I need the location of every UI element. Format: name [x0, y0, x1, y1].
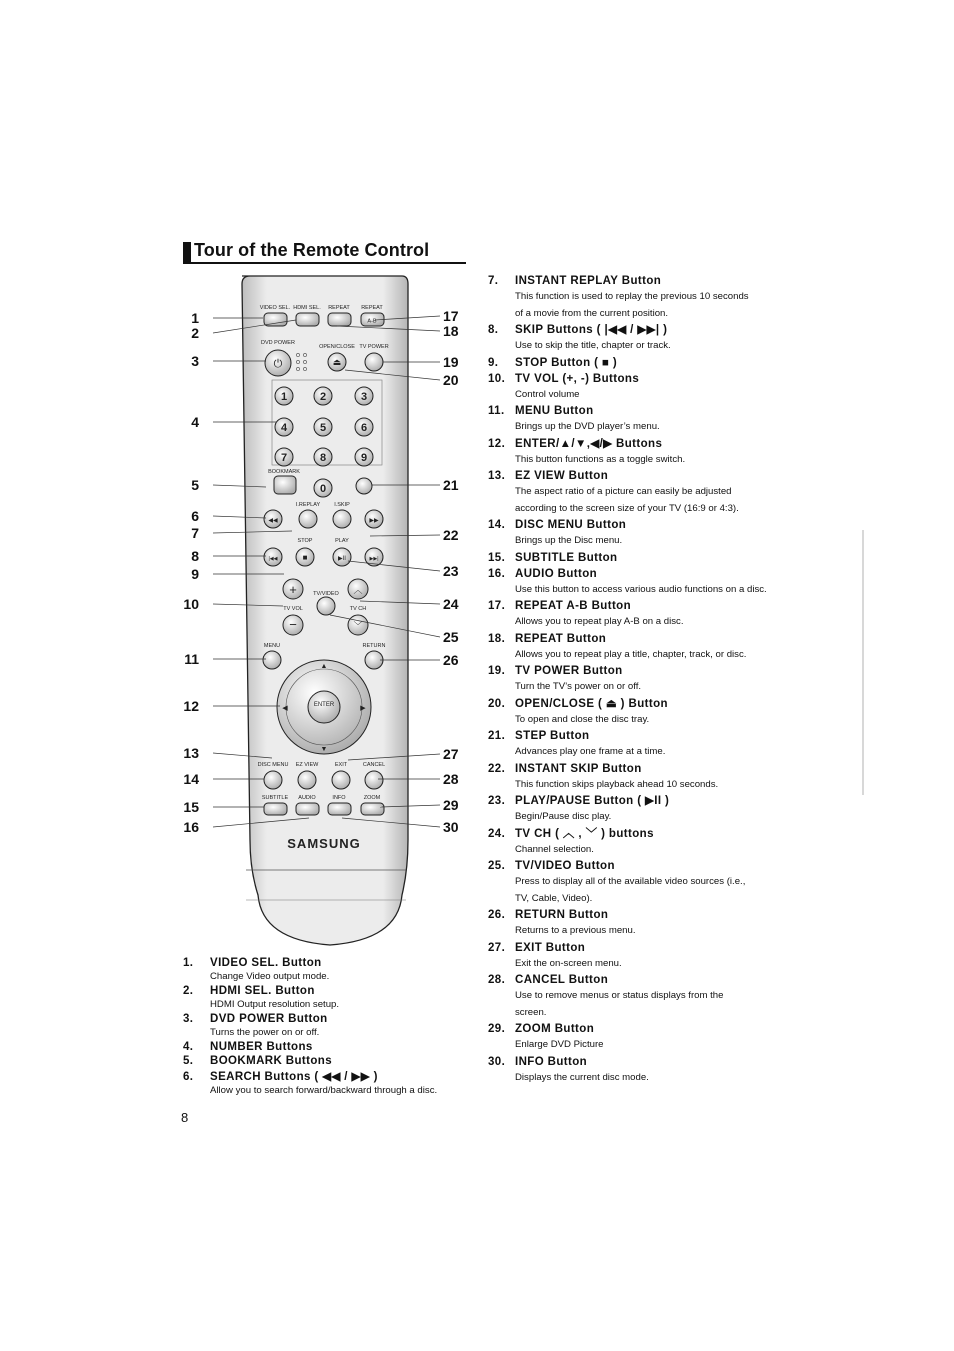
- item-heading: [488, 550, 848, 566]
- item-number: 25.: [488, 860, 506, 872]
- item-number: 11.: [488, 405, 505, 417]
- item-number: 30.: [488, 1055, 506, 1068]
- item-number: 23.: [488, 795, 506, 807]
- item-number: 3.: [183, 1013, 194, 1025]
- item-number: 5.: [183, 1055, 194, 1067]
- list-item: [488, 696, 848, 729]
- info-button: [328, 803, 351, 815]
- callout-number: 29: [443, 797, 459, 813]
- item-heading: [183, 1012, 473, 1026]
- remote-label: RETURN: [362, 643, 386, 649]
- callout-number: 25: [443, 629, 459, 645]
- item-heading: [488, 273, 848, 289]
- item-title: CANCEL Button: [515, 974, 609, 986]
- item-title: INSTANT REPLAY Button: [515, 275, 662, 287]
- item-title: NUMBER Buttons: [210, 1041, 313, 1053]
- skip-back-icon: |◀◀: [268, 556, 278, 562]
- item-number: 27.: [488, 941, 506, 954]
- callout-number: 21: [443, 477, 459, 493]
- eject-icon: ⏏: [332, 357, 342, 367]
- callout-number: 7: [191, 525, 199, 541]
- remote-label: TV/VIDEO: [313, 591, 339, 597]
- list-item: [488, 566, 848, 599]
- list-item: [183, 1054, 473, 1068]
- menu-button: [263, 651, 281, 669]
- list-item: [488, 273, 848, 322]
- remote-label: TV CH: [349, 606, 367, 612]
- item-title: REPEAT Button: [515, 632, 607, 645]
- rewind-icon: ◀◀: [268, 518, 278, 524]
- disc-menu-button: [264, 771, 282, 789]
- callout-number: 6: [191, 508, 199, 524]
- ab-label: A-B: [367, 318, 377, 325]
- stop-icon: ■: [302, 553, 308, 562]
- item-heading: [488, 1054, 848, 1070]
- list-item: [488, 371, 848, 404]
- item-description: Channel selection.: [515, 843, 594, 855]
- callout-number: 17: [443, 308, 459, 324]
- tv-power-button: [365, 353, 383, 371]
- remote-label: OPEN/CLOSE: [319, 344, 355, 350]
- callout-number: 12: [183, 698, 199, 714]
- item-heading: [488, 907, 848, 923]
- item-title: TV VOL (+, -) Buttons: [515, 372, 640, 385]
- item-heading: [183, 1040, 473, 1054]
- page-title-block: [183, 240, 466, 264]
- item-description: Allows you to repeat play a title, chapter, track, or disc.: [515, 648, 747, 660]
- list-item: [488, 1021, 848, 1054]
- item-title: TV POWER Button: [515, 665, 623, 677]
- list-item: [488, 972, 848, 1021]
- chevron-up-icon: ︿: [353, 585, 363, 595]
- item-title: REPEAT A-B Button: [515, 600, 632, 612]
- item-number: 13.: [488, 470, 506, 482]
- remote-label: DVD POWER: [261, 340, 295, 346]
- item-description: This button functions as a toggle switch.: [515, 453, 686, 465]
- item-heading: [488, 793, 848, 809]
- remote-label: AUDIO: [298, 795, 316, 801]
- minus-icon: −: [289, 617, 297, 632]
- subtitle-button: [264, 803, 287, 815]
- item-heading: [488, 403, 848, 419]
- audio-button: [296, 803, 319, 815]
- arrow-right-icon: ▶: [360, 705, 366, 712]
- item-number: 16.: [488, 567, 506, 580]
- list-item: [488, 436, 848, 469]
- item-description: This function skips playback ahead 10 seconds.: [515, 778, 719, 790]
- hdmi-sel-button: [296, 313, 319, 326]
- item-title: RETURN Button: [515, 909, 609, 921]
- digit-label: 2: [319, 391, 327, 403]
- item-heading: [183, 1070, 473, 1084]
- chevron-down-icon: ﹀: [353, 621, 363, 631]
- item-title: STOP Button ( ■ ): [515, 356, 618, 369]
- item-number: 6.: [183, 1071, 194, 1083]
- remote-illustration: [180, 270, 480, 955]
- list-item: [488, 403, 848, 436]
- callout-number: 1: [191, 310, 199, 326]
- item-description: To open and close the disc tray.: [515, 713, 650, 725]
- remote-label: BOOKMARK: [268, 469, 300, 475]
- callout-number: 15: [183, 799, 199, 815]
- item-heading: [488, 826, 848, 842]
- list-item: [488, 517, 848, 550]
- callout-number: 4: [191, 414, 199, 430]
- item-title: MENU Button: [515, 405, 594, 417]
- item-number: 21.: [488, 730, 506, 742]
- item-title: EZ VIEW Button: [515, 470, 609, 482]
- skip-forward-icon: ▶▶|: [369, 556, 379, 562]
- arrow-up-icon: ▲: [320, 663, 328, 670]
- item-description: Begin/Pause disc play.: [515, 811, 612, 822]
- list-item: [183, 1070, 473, 1098]
- item-description: The aspect ratio of a picture can easily be adjusted: [515, 486, 732, 497]
- instant-skip-button: [333, 510, 351, 528]
- item-title: SEARCH Buttons ( ◀◀ / ▶▶ ): [210, 1071, 378, 1083]
- digit-label: 3: [360, 391, 368, 403]
- callout-number: 8: [191, 548, 199, 564]
- item-title: ENTER/▲/▼,◀/▶ Buttons: [515, 437, 663, 450]
- digit-label: 9: [360, 452, 368, 464]
- item-number: 18.: [488, 632, 506, 645]
- list-item: [488, 728, 848, 761]
- item-description: Turns the power on or off.: [210, 1027, 320, 1038]
- callout-number: 9: [191, 566, 199, 582]
- digit-label: 4: [280, 422, 288, 434]
- item-description: TV, Cable, Video).: [515, 892, 593, 904]
- callout-number: 18: [443, 323, 459, 339]
- item-description: Advances play one frame at a time.: [515, 746, 666, 757]
- plus-icon: +: [289, 582, 297, 597]
- item-title: HDMI SEL. Button: [210, 985, 315, 997]
- list-item: [488, 631, 848, 664]
- arrow-down-icon: ▼: [320, 746, 328, 753]
- remote-label: HDMI SEL.: [293, 305, 321, 311]
- remote-label: TV VOL: [283, 606, 303, 612]
- list-item: [488, 940, 848, 973]
- item-title: SUBTITLE Button: [515, 551, 618, 564]
- remote-label: ZOOM: [363, 795, 381, 801]
- power-icon: ⏻: [273, 358, 283, 370]
- play-pause-icon: ▶II: [338, 556, 346, 562]
- remote-label: STOP: [297, 538, 313, 544]
- item-heading: [488, 517, 848, 533]
- item-title: TV/VIDEO Button: [515, 860, 615, 872]
- item-heading: [488, 598, 848, 614]
- page-number: 8: [181, 1110, 189, 1125]
- digit-label: 1: [280, 391, 288, 403]
- item-number: 10.: [488, 372, 506, 385]
- item-number: 12.: [488, 437, 506, 450]
- list-item: [488, 858, 848, 907]
- remote-label: EZ VIEW: [295, 762, 319, 768]
- callout-number: 5: [191, 477, 199, 493]
- callout-number: 20: [443, 372, 459, 388]
- item-heading: [488, 436, 848, 452]
- item-heading: [488, 972, 848, 988]
- callout-number: 22: [443, 527, 459, 543]
- item-number: 1.: [183, 957, 194, 969]
- instant-replay-button: [299, 510, 317, 528]
- item-number: 9.: [488, 356, 499, 369]
- ez-view-button: [298, 771, 316, 789]
- list-item: [488, 550, 848, 566]
- callout-number: 30: [443, 819, 459, 835]
- remote-label: SUBTITLE: [261, 795, 289, 801]
- item-description: Use to skip the title, chapter or track.: [515, 340, 671, 351]
- remote-label: MENU: [263, 643, 281, 649]
- item-title: PLAY/PAUSE Button ( ▶II ): [515, 795, 670, 807]
- item-heading: [488, 631, 848, 647]
- title-bar: [183, 242, 191, 263]
- item-heading: [183, 984, 473, 998]
- item-description: of a movie from the current position.: [515, 307, 669, 319]
- remote-label: DISC MENU: [257, 762, 289, 768]
- list-item: [183, 956, 473, 984]
- callout-number: 13: [183, 745, 199, 761]
- item-number: 26.: [488, 909, 506, 921]
- item-description: Allows you to repeat play A-B on a disc.: [515, 616, 684, 627]
- tv-video-button: [317, 597, 335, 615]
- item-number: 28.: [488, 974, 506, 986]
- list-item: [488, 793, 848, 826]
- item-number: 14.: [488, 519, 506, 531]
- item-description: Press to display all of the available video sources (i.e.,: [515, 876, 746, 887]
- callout-number: 28: [443, 771, 459, 787]
- brand-logo: SAMSUNG: [287, 836, 361, 851]
- item-heading: [488, 355, 848, 371]
- item-heading: [488, 566, 848, 582]
- item-title: AUDIO Button: [515, 567, 598, 580]
- item-heading: [488, 468, 848, 484]
- item-number: 22.: [488, 762, 506, 775]
- item-title: SKIP Buttons ( |◀◀ / ▶▶| ): [515, 324, 668, 336]
- right-item-list: [488, 273, 848, 1086]
- list-item: [488, 468, 848, 517]
- remote-label: I.SKIP: [334, 502, 350, 508]
- fast-forward-icon: ▶▶: [369, 518, 379, 524]
- item-title: TV CH ( ︿ , ﹀ ) buttons: [515, 827, 654, 840]
- digit-label: 0: [319, 483, 327, 495]
- item-description: Turn the TV’s power on or off.: [515, 681, 642, 692]
- remote-label: INFO: [332, 795, 346, 801]
- callout-number: 26: [443, 652, 459, 668]
- item-heading: [488, 728, 848, 744]
- remote-label: VIDEO SEL.: [259, 305, 291, 311]
- enter-label: ENTER: [313, 702, 335, 708]
- item-heading: [488, 696, 848, 712]
- item-description: according to the screen size of your TV (16:9 or 4:3).: [515, 502, 739, 514]
- item-heading: [488, 761, 848, 777]
- list-item: [488, 1054, 848, 1087]
- page-title: Tour of the Remote Control: [194, 240, 430, 260]
- item-number: 8.: [488, 324, 499, 336]
- callout-number: 24: [443, 596, 459, 612]
- item-number: 7.: [488, 275, 499, 287]
- item-number: 15.: [488, 551, 506, 564]
- zoom-button: [361, 803, 384, 815]
- callout-number: 2: [191, 325, 199, 341]
- item-title: BOOKMARK Buttons: [210, 1055, 333, 1067]
- list-item: [488, 826, 848, 859]
- callout-number: 3: [191, 353, 199, 369]
- item-number: 24.: [488, 827, 506, 840]
- list-item: [488, 761, 848, 794]
- item-number: 17.: [488, 600, 506, 612]
- item-heading: [488, 940, 848, 956]
- item-title: STEP Button: [515, 730, 590, 742]
- video-sel-button: [264, 313, 287, 326]
- list-item: [488, 663, 848, 696]
- step-button: [356, 478, 372, 494]
- remote-label: REPEAT: [328, 305, 350, 311]
- remote-label: I.REPLAY: [295, 502, 321, 508]
- list-item: [183, 984, 473, 1012]
- item-title: INFO Button: [515, 1055, 588, 1068]
- digit-label: 5: [319, 422, 327, 434]
- item-title: VIDEO SEL. Button: [210, 957, 322, 969]
- item-title: INSTANT SKIP Button: [515, 762, 642, 775]
- item-number: 4.: [183, 1041, 194, 1053]
- item-title: ZOOM Button: [515, 1023, 595, 1035]
- callout-number: 27: [443, 746, 459, 762]
- list-item: [488, 322, 848, 355]
- item-title: EXIT Button: [515, 941, 586, 954]
- item-description: Use to remove menus or status displays from the: [515, 990, 724, 1001]
- cancel-button: [365, 771, 383, 789]
- item-description: Exit the on-screen menu.: [515, 957, 622, 969]
- remote-label: EXIT: [334, 762, 348, 768]
- item-title: OPEN/CLOSE ( ⏏ ) Button: [515, 697, 668, 710]
- item-title: DVD POWER Button: [210, 1013, 328, 1025]
- page-edge-mark: [862, 530, 864, 795]
- item-number: 19.: [488, 665, 506, 677]
- callout-number: 23: [443, 563, 459, 579]
- list-item: [488, 355, 848, 371]
- remote-label: PLAY: [335, 538, 349, 544]
- item-heading: [183, 1054, 473, 1068]
- list-item: [183, 1040, 473, 1054]
- item-description: screen.: [515, 1006, 547, 1018]
- digit-label: 7: [280, 452, 288, 464]
- list-item: [488, 598, 848, 631]
- item-number: 29.: [488, 1023, 506, 1035]
- callout-number: 10: [183, 596, 199, 612]
- list-item: [183, 1012, 473, 1040]
- digit-label: 6: [360, 422, 368, 434]
- item-number: 2.: [183, 985, 194, 997]
- remote-label: TV POWER: [359, 344, 389, 350]
- item-description: Brings up the DVD player’s menu.: [515, 421, 660, 432]
- item-description: Use this button to access various audio functions on a disc.: [515, 583, 767, 595]
- item-description: This function is used to replay the previous 10 seconds: [515, 291, 749, 302]
- exit-button: [332, 771, 350, 789]
- item-description: Change Video output mode.: [210, 971, 330, 982]
- item-heading: [488, 322, 848, 338]
- digit-label: 8: [319, 452, 327, 464]
- left-item-list: [183, 956, 473, 1098]
- item-heading: [183, 956, 473, 970]
- item-heading: [488, 858, 848, 874]
- callout-number: 19: [443, 354, 459, 370]
- bookmark-button: [274, 476, 296, 494]
- item-description: Enlarge DVD Picture: [515, 1039, 604, 1050]
- item-heading: [488, 1021, 848, 1037]
- callout-number: 16: [183, 819, 199, 835]
- item-number: 20.: [488, 697, 506, 710]
- item-title: DISC MENU Button: [515, 519, 627, 531]
- remote-label: REPEAT: [361, 305, 383, 311]
- repeat-button: [328, 313, 351, 326]
- item-description: Allow you to search forward/backward through a disc.: [210, 1085, 438, 1096]
- list-item: [488, 907, 848, 940]
- callout-number: 11: [184, 651, 199, 667]
- callout-number: 14: [183, 771, 199, 787]
- item-heading: [488, 371, 848, 387]
- remote-label: CANCEL: [362, 762, 386, 768]
- item-description: Returns to a previous menu.: [515, 925, 636, 936]
- item-description: HDMI Output resolution setup.: [210, 999, 340, 1010]
- item-description: Brings up the Disc menu.: [515, 535, 623, 546]
- arrow-left-icon: ◀: [282, 705, 288, 712]
- item-heading: [488, 663, 848, 679]
- item-description: Control volume: [515, 388, 580, 400]
- item-description: Displays the current disc mode.: [515, 1071, 649, 1083]
